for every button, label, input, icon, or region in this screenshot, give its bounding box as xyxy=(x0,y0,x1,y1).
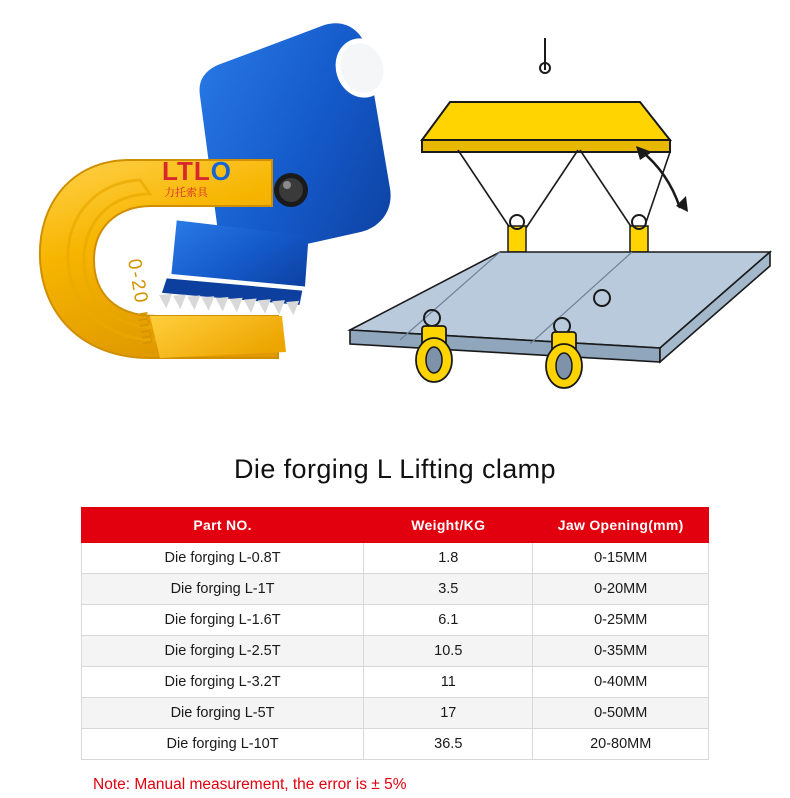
header-weight: Weight/KG xyxy=(364,508,533,543)
cell-weight: 3.5 xyxy=(364,574,533,605)
clamp-bottom-mid xyxy=(546,332,582,388)
cell-part: Die forging L-3.2T xyxy=(82,667,364,698)
usage-diagram xyxy=(340,30,780,400)
pivot-bolt xyxy=(274,173,308,207)
cell-jaw: 0-15MM xyxy=(533,543,709,574)
cell-weight: 6.1 xyxy=(364,605,533,636)
cell-jaw: 0-20MM xyxy=(533,574,709,605)
clamp-embossed-text: 0-20 mm xyxy=(123,257,160,349)
cell-jaw: 0-40MM xyxy=(533,667,709,698)
cell-part: Die forging L-1T xyxy=(82,574,364,605)
cell-weight: 1.8 xyxy=(364,543,533,574)
cell-jaw: 0-25MM xyxy=(533,605,709,636)
cell-part: Die forging L-5T xyxy=(82,698,364,729)
cell-part: Die forging L-2.5T xyxy=(82,636,364,667)
header-jaw-opening: Jaw Opening(mm) xyxy=(533,508,709,543)
brand-sub: 力托索具 xyxy=(164,187,208,199)
brand-mark: LTLO xyxy=(162,156,232,186)
spec-table-body xyxy=(82,543,709,760)
cell-jaw: 20-80MM xyxy=(533,729,709,760)
table-row xyxy=(82,667,709,698)
clamp-small-upper-right xyxy=(630,215,648,252)
cell-weight: 36.5 xyxy=(364,729,533,760)
page-title: Die forging L Lifting clamp xyxy=(234,454,556,484)
clamp-bottom-left xyxy=(416,326,452,382)
table-row xyxy=(82,636,709,667)
measurement-note: Note: Manual measurement, the error is ± 5% xyxy=(93,776,407,793)
cell-weight: 17 xyxy=(364,698,533,729)
cell-jaw: 0-35MM xyxy=(533,636,709,667)
table-row xyxy=(82,698,709,729)
table-row xyxy=(82,605,709,636)
cell-part: Die forging L-10T xyxy=(82,729,364,760)
cell-part: Die forging L-0.8T xyxy=(82,543,364,574)
spec-table-wrap xyxy=(81,507,709,760)
cell-part: Die forging L-1.6T xyxy=(82,605,364,636)
cell-weight: 10.5 xyxy=(364,636,533,667)
table-header-row xyxy=(82,508,709,543)
table-row xyxy=(82,543,709,574)
header-part-no: Part NO. xyxy=(82,508,364,543)
rotation-arrow xyxy=(636,146,688,212)
cell-weight: 11 xyxy=(364,667,533,698)
table-row xyxy=(82,729,709,760)
clamp-small-upper-left xyxy=(508,215,526,252)
cell-jaw: 0-50MM xyxy=(533,698,709,729)
spec-table xyxy=(81,507,709,760)
spreader-beam xyxy=(422,102,670,152)
table-row xyxy=(82,574,709,605)
